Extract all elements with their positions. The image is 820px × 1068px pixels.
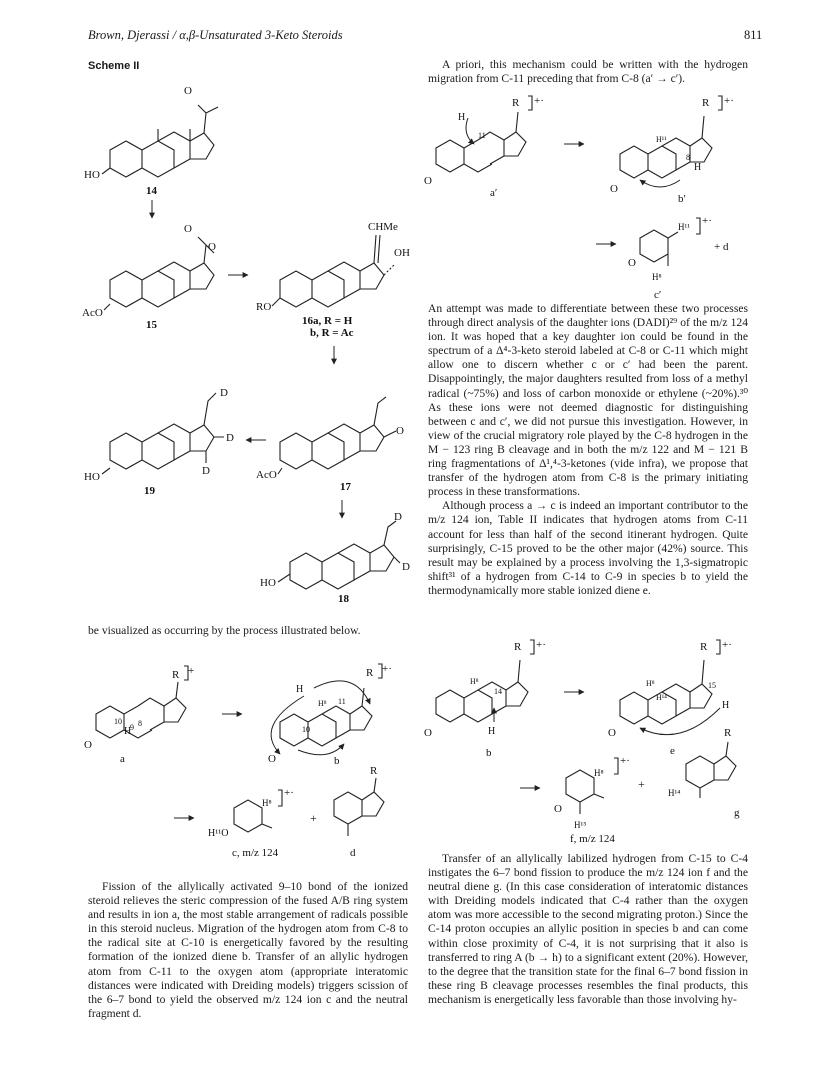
species-g — [668, 727, 740, 819]
svg-text:H⁸: H⁸ — [646, 679, 655, 688]
svg-text:H¹⁵: H¹⁵ — [574, 820, 587, 830]
species-b-prime — [610, 95, 734, 205]
species-c-label: c, m/z 124 — [232, 847, 279, 859]
svg-text:+·: +· — [284, 787, 294, 799]
compound-16b-label: b, R = Ac — [310, 327, 354, 339]
svg-text:+: + — [638, 777, 645, 791]
svg-text:HO: HO — [260, 577, 276, 589]
svg-text:14: 14 — [494, 687, 502, 696]
svg-text:D: D — [226, 432, 234, 444]
right-paragraph-1: An attempt was made to differentiate between these two processes through direct analysis of the daughter ions (DADI)²⁹ of the m/z 124 ion. It was hoped that a key daughter ion could be found in the spectrum of a Δ⁴-3-keto steroid labeled at C-8 or C-11 which might allow one to discern whether c or c′ had been the parent. Disappointingly, the major daughters resulted from loss of a methyl radical (~75%) and loss of carbon monoxide or ethylene (~20%).³⁰ As these ions were not deemed diagnostic for distinguishing between c and c′, we did not pursue this investigation. However, in view of the crucial migratory role played by the C-8 hydrogen in the M − 123 ring B cleavage and in both the m/z 122 and M − 121 B ring fragmentations of Δ¹,⁴-3-ketones (vide infra), we propose that transfer of the hydrogen atom from C-8 is the primary initiating process in these transformations. — [428, 302, 748, 499]
svg-text:O: O — [610, 183, 618, 195]
svg-text:H¹¹O: H¹¹O — [208, 828, 229, 839]
svg-text:R: R — [512, 97, 520, 109]
svg-text:R: R — [514, 641, 522, 653]
structure-16 — [256, 221, 410, 339]
svg-text:8: 8 — [138, 719, 142, 728]
mechanism-figure-a-to-c — [84, 650, 410, 860]
svg-text:+·: +· — [382, 663, 392, 675]
svg-text:+ d: + d — [714, 241, 729, 253]
species-e — [608, 639, 732, 757]
svg-text:b: b — [334, 755, 340, 767]
svg-text:OH: OH — [394, 247, 410, 259]
svg-text:H⁸: H⁸ — [470, 677, 479, 686]
svg-text:AcO: AcO — [82, 307, 103, 319]
left-caption-below-scheme: be visualized as occurring by the process illustrated below. — [88, 624, 361, 637]
svg-text:D: D — [220, 387, 228, 399]
svg-text:+·: +· — [620, 755, 630, 767]
svg-text:+: + — [188, 665, 195, 677]
svg-text:O: O — [184, 85, 192, 97]
svg-text:11: 11 — [478, 131, 486, 140]
mechanism-figure-a-prime — [424, 88, 750, 301]
svg-text:+·: +· — [702, 215, 712, 227]
structure-14 — [84, 85, 218, 197]
svg-text:H⁸: H⁸ — [318, 699, 327, 708]
svg-text:+·: +· — [536, 639, 546, 651]
svg-text:O: O — [84, 739, 92, 751]
svg-text:D: D — [402, 561, 410, 573]
species-f-label: f, m/z 124 — [570, 833, 615, 845]
scheme-label: Scheme II — [88, 60, 140, 72]
svg-text:e: e — [670, 745, 675, 757]
svg-text:d: d — [350, 847, 356, 859]
svg-text:H⁸: H⁸ — [594, 768, 604, 778]
svg-text:H: H — [458, 112, 466, 123]
structure-15 — [82, 223, 216, 331]
right-paragraph-3: Transfer of an allylically labilized hydrogen from C-15 to C-4 instigates the 6–7 bond fission to produce the m/z 124 ion f and the neutral diene g. (In this case consideration of interatomic distances with Dreiding models indicated that C-4 rather than the oxygen atom was more accessible to the second migrating proton.) Since the C-14 proton occupies an allylic position in species b and can come within close proximity of C-4, it is not surprising that it also is transferred to ring A (b → h) to a significant extent (20%). However, to the degree that the transition state for the final 6–7 bond fission in these ring B cleavage processes resembles the final products, this mechanism is energetically less favorable than those involving hy- — [428, 852, 748, 1006]
compound-16a-label: 16a, R = H — [302, 315, 353, 327]
svg-text:HO: HO — [84, 169, 100, 181]
svg-text:15: 15 — [708, 681, 716, 690]
svg-text:D: D — [202, 465, 210, 477]
left-column-text — [88, 880, 408, 1021]
svg-text:R: R — [172, 669, 180, 681]
compound-15-label: 15 — [146, 319, 157, 331]
svg-text:AcO: AcO — [256, 469, 277, 481]
svg-text:R: R — [366, 667, 374, 679]
right-column-text-2 — [428, 852, 748, 1007]
page-number: 811 — [744, 28, 763, 42]
species-c — [208, 787, 294, 859]
svg-text:R: R — [724, 727, 732, 739]
species-d — [334, 765, 384, 859]
right-column-text-1 — [428, 302, 748, 598]
compound-17-label: 17 — [340, 481, 351, 493]
compound-19-label: 19 — [144, 485, 155, 497]
svg-text:+: + — [310, 811, 317, 825]
svg-text:10: 10 — [114, 717, 122, 726]
svg-text:HO: HO — [84, 471, 100, 483]
structure-19 — [84, 387, 234, 497]
svg-text:10: 10 — [302, 725, 310, 734]
running-title: Brown, Djerassi / α,β-Unsaturated 3-Keto Steroids — [88, 28, 343, 42]
right-paragraph-2: Although process a → c is indeed an important contributor to the m/z 124 ion, Table II indicates that hydrogen atoms from C-11 account for less than half of the second itinerant hydrogen. Quite surprisingly, C-15 proved to be the other major (42%) source. This result may be explained by a process involving the 1,3-sigmatropic shift³¹ of a hydrogen from C-14 to C-9 in species b to yield the thermodynamically more stable ionized diene e. — [428, 499, 748, 597]
compound-14-label: 14 — [146, 185, 157, 197]
svg-text:O: O — [396, 425, 404, 437]
species-b-second — [424, 639, 546, 759]
svg-text:H: H — [694, 162, 702, 173]
svg-text:CHMe: CHMe — [368, 221, 398, 233]
svg-text:11: 11 — [338, 697, 346, 706]
svg-text:H¹⁴: H¹⁴ — [668, 788, 681, 798]
species-a — [84, 665, 194, 765]
svg-text:O: O — [424, 727, 432, 739]
svg-text:b: b — [486, 747, 492, 759]
svg-text:c′: c′ — [654, 289, 662, 301]
left-paragraph-1: Fission of the allylically activated 9–10 bond of the ionized steroid relieves the steric compression of the fused A/B ring system and results in ion a, the most stable arrangement of radicals possible in this steroid nucleus. Migration of the hydrogen atom from C-8 to the radical site at C-10 is energetically favored by the resulting formation of the ionized diene b. Transfer of an allylic hydrogen atom from C-11 to the oxygen atom (appropriate interatomic distances were indicated with Dreiding models) triggers scission of the 6–7 bond to yield the observed m/z 124 ion c and the neutral fragment d. — [88, 880, 408, 1020]
svg-text:H¹¹: H¹¹ — [678, 222, 690, 232]
structure-18 — [260, 511, 410, 605]
svg-text:a′: a′ — [490, 187, 498, 199]
species-b — [268, 663, 392, 767]
svg-text:R: R — [700, 641, 708, 653]
mechanism-figure-b-to-f — [424, 632, 750, 845]
svg-text:+·: +· — [722, 639, 732, 651]
species-f — [554, 755, 630, 845]
svg-text:a: a — [120, 753, 125, 765]
svg-text:b′: b′ — [678, 193, 686, 205]
svg-text:O: O — [424, 175, 432, 187]
svg-text:H: H — [124, 726, 132, 737]
svg-text:+·: +· — [724, 95, 734, 107]
svg-text:H¹¹: H¹¹ — [656, 135, 667, 144]
right-intro-text: A priori, this mechanism could be written with the hydrogen migration from C-11 preceding that from C-8 (a′ → c′). — [428, 58, 748, 86]
svg-text:R: R — [702, 97, 710, 109]
svg-text:g: g — [734, 807, 740, 819]
structure-17 — [256, 397, 404, 493]
svg-text:9: 9 — [130, 723, 134, 732]
svg-text:H⁸: H⁸ — [262, 798, 272, 808]
svg-text:O: O — [208, 241, 216, 253]
scheme-ii-figure — [80, 70, 410, 610]
svg-text:R: R — [370, 765, 378, 777]
svg-text:D: D — [394, 511, 402, 523]
svg-text:O: O — [554, 803, 562, 815]
svg-text:RO: RO — [256, 301, 272, 313]
svg-text:8: 8 — [686, 153, 690, 162]
compound-18-label: 18 — [338, 593, 349, 605]
svg-text:O: O — [184, 223, 192, 235]
svg-text:H: H — [488, 726, 496, 737]
svg-text:O: O — [268, 753, 276, 765]
species-c-prime — [628, 215, 712, 301]
svg-text:H⁸: H⁸ — [652, 272, 662, 282]
svg-text:O: O — [628, 257, 636, 269]
svg-text:+·: +· — [534, 95, 544, 107]
species-a-prime — [424, 95, 544, 199]
svg-text:H¹⁴: H¹⁴ — [656, 693, 667, 702]
svg-text:O: O — [608, 727, 616, 739]
svg-text:H: H — [296, 684, 304, 695]
svg-text:H: H — [722, 700, 730, 711]
